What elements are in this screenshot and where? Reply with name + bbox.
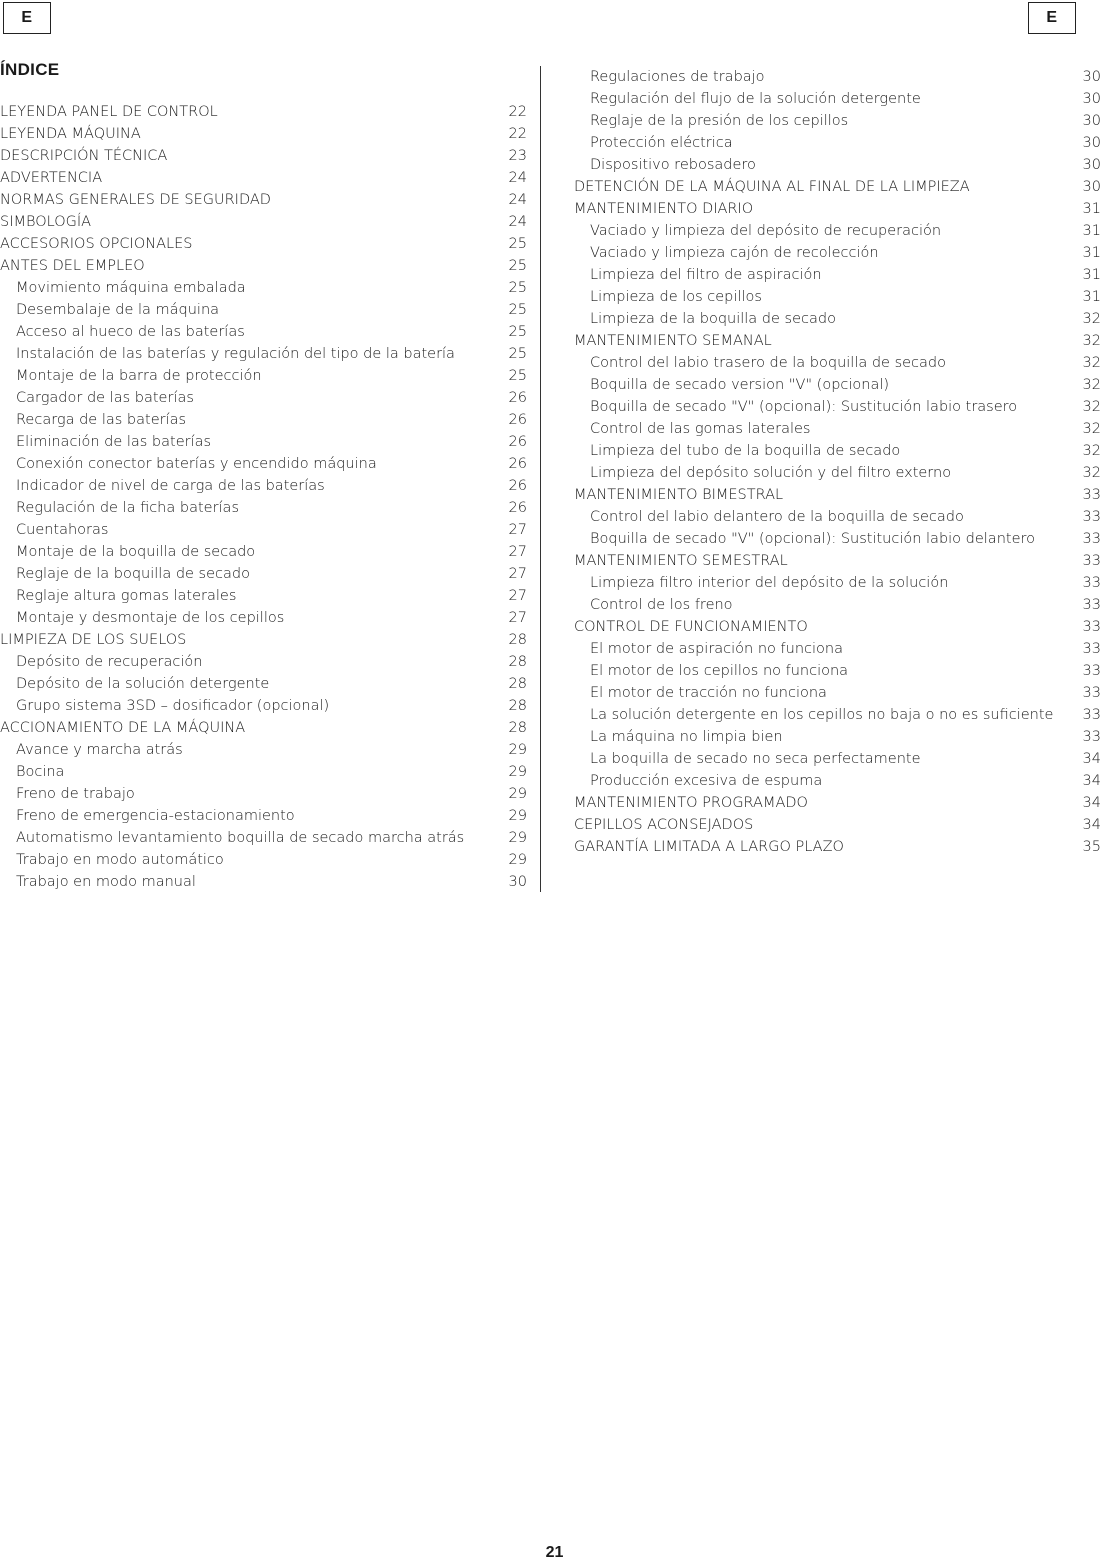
toc-entry-page: 30 [1082,179,1101,195]
toc-subsection-entry [574,660,1101,682]
toc-entry-page: 32 [1082,421,1101,437]
toc-entry-label: MANTENIMIENTO BIMESTRAL [574,487,784,503]
toc-section-entry [574,792,1101,814]
toc-entry-page: 28 [508,632,527,648]
toc-subsection-entry [574,440,1101,462]
toc-entry-page: 28 [508,720,527,736]
toc-entry-label: Desembalaje de la máquina [16,302,220,318]
toc-entry-page: 26 [508,478,527,494]
toc-entry-label: GARANTÍA LIMITADA A LARGO PLAZO [574,839,844,855]
toc-section-entry [0,101,527,123]
toc-section-entry [574,550,1101,572]
column-divider [540,66,541,892]
toc-subsection-entry [0,695,527,717]
toc-entry-page: 34 [1082,773,1101,789]
toc-subsection-entry [0,519,527,541]
toc-subsection-entry [0,783,527,805]
toc-entry-page: 32 [1082,355,1101,371]
toc-subsection-entry [0,585,527,607]
toc-subsection-entry [574,638,1101,660]
toc-entry-label: Instalación de las baterías y regulación del tipo de la batería [16,346,455,362]
toc-subsection-entry [574,264,1101,286]
toc-entry-page: 28 [508,698,527,714]
toc-section-entry [0,717,527,739]
toc-entry-label: Montaje y desmontaje de los cepillos [16,610,285,626]
toc-entry-page: 32 [1082,465,1101,481]
toc-subsection-entry [0,541,527,563]
toc-entry-page: 33 [1082,685,1101,701]
toc-entry-label: DESCRIPCIÓN TÉCNICA [0,148,168,164]
toc-entry-page: 33 [1082,487,1101,503]
toc-subsection-entry [574,748,1101,770]
toc-entry-label: Boquilla de secado "V" (opcional): Sustitución labio delantero [590,531,1036,547]
toc-entry-label: Grupo sistema 3SD – dosificador (opcional) [16,698,330,714]
toc-entry-page: 26 [508,412,527,428]
toc-subsection-entry [0,827,527,849]
toc-subsection-entry [0,871,527,893]
toc-section-entry [574,484,1101,506]
toc-subsection-entry [0,387,527,409]
toc-entry-page: 30 [1082,69,1101,85]
toc-entry-page: 35 [1082,839,1101,855]
toc-entry-label: MANTENIMIENTO SEMESTRAL [574,553,788,569]
toc-entry-page: 33 [1082,641,1101,657]
toc-entry-page: 27 [508,566,527,582]
toc-subsection-entry [574,594,1101,616]
toc-entry-label: La boquilla de secado no seca perfectamente [590,751,921,767]
toc-entry-label: Reglaje de la boquilla de secado [16,566,250,582]
toc-column-left [0,101,527,893]
toc-entry-label: ADVERTENCIA [0,170,103,186]
page-number: 21 [545,1544,564,1561]
toc-entry-label: Protección eléctrica [590,135,733,151]
toc-subsection-entry [0,277,527,299]
toc-entry-label: El motor de aspiración no funciona [590,641,843,657]
toc-subsection-entry [574,682,1101,704]
toc-subsection-entry [0,673,527,695]
toc-subsection-entry [574,374,1101,396]
toc-entry-label: Freno de trabajo [16,786,135,802]
toc-section-entry [0,145,527,167]
toc-entry-page: 31 [1082,245,1101,261]
toc-subsection-entry [574,506,1101,528]
toc-subsection-entry [0,409,527,431]
toc-entry-label: El motor de los cepillos no funciona [590,663,849,679]
toc-entry-page: 33 [1082,509,1101,525]
toc-entry-label: Limpieza del depósito solución y del filtro externo [590,465,952,481]
toc-subsection-entry [574,396,1101,418]
toc-entry-page: 32 [1082,333,1101,349]
toc-entry-label: Movimiento máquina embalada [16,280,246,296]
toc-entry-label: Depósito de la solución detergente [16,676,270,692]
toc-entry-label: Limpieza del tubo de la boquilla de secado [590,443,901,459]
toc-section-entry [0,167,527,189]
toc-subsection-entry [574,242,1101,264]
toc-entry-label: Limpieza de los cepillos [590,289,762,305]
toc-entry-label: Regulación del flujo de la solución detergente [590,91,921,107]
toc-section-entry [0,189,527,211]
toc-subsection-entry [574,88,1101,110]
toc-entry-label: Conexión conector baterías y encendido máquina [16,456,377,472]
toc-entry-label: Control de los freno [590,597,733,613]
language-badge-right: E [1028,2,1076,34]
toc-subsection-entry [574,418,1101,440]
toc-entry-page: 22 [508,126,527,142]
toc-entry-page: 23 [508,148,527,164]
toc-entry-page: 25 [508,236,527,252]
toc-subsection-entry [574,286,1101,308]
toc-section-entry [574,198,1101,220]
toc-subsection-entry [0,805,527,827]
toc-entry-page: 33 [1082,531,1101,547]
toc-entry-page: 30 [1082,113,1101,129]
toc-subsection-entry [574,726,1101,748]
toc-entry-page: 27 [508,588,527,604]
toc-entry-page: 30 [508,874,527,890]
toc-column-right [574,66,1101,858]
toc-subsection-entry [574,154,1101,176]
toc-entry-label: Reglaje de la presión de los cepillos [590,113,849,129]
toc-entry-page: 26 [508,390,527,406]
toc-section-entry [0,123,527,145]
toc-subsection-entry [574,528,1101,550]
toc-entry-page: 28 [508,654,527,670]
toc-entry-page: 30 [1082,91,1101,107]
toc-subsection-entry [0,453,527,475]
toc-entry-page: 32 [1082,311,1101,327]
toc-entry-page: 33 [1082,575,1101,591]
toc-entry-label: Limpieza del filtro de aspiración [590,267,822,283]
toc-entry-page: 34 [1082,751,1101,767]
toc-entry-label: MANTENIMIENTO PROGRAMADO [574,795,808,811]
toc-entry-page: 26 [508,456,527,472]
toc-subsection-entry [0,343,527,365]
toc-subsection-entry [574,132,1101,154]
toc-entry-page: 32 [1082,443,1101,459]
toc-subsection-entry [0,321,527,343]
toc-subsection-entry [574,110,1101,132]
toc-entry-label: Boquilla de secado "V" (opcional): Sustitución labio trasero [590,399,1018,415]
toc-section-entry [574,814,1101,836]
toc-entry-page: 29 [508,830,527,846]
toc-subsection-entry [574,770,1101,792]
toc-entry-page: 33 [1082,553,1101,569]
toc-entry-label: Regulación de la ficha baterías [16,500,239,516]
toc-entry-label: Boquilla de secado version "V" (opcional) [590,377,890,393]
toc-entry-label: LIMPIEZA DE LOS SUELOS [0,632,187,648]
toc-entry-page: 33 [1082,597,1101,613]
toc-entry-page: 29 [508,808,527,824]
toc-entry-label: ACCESORIOS OPCIONALES [0,236,193,252]
toc-entry-label: Montaje de la boquilla de secado [16,544,256,560]
toc-entry-page: 34 [1082,817,1101,833]
toc-entry-label: Recarga de las baterías [16,412,187,428]
toc-entry-label: CEPILLOS ACONSEJADOS [574,817,754,833]
toc-subsection-entry [0,563,527,585]
toc-entry-label: Indicador de nivel de carga de las baterías [16,478,325,494]
toc-section-entry [574,836,1101,858]
toc-subsection-entry [574,66,1101,88]
toc-entry-page: 27 [508,522,527,538]
toc-subsection-entry [0,497,527,519]
toc-subsection-entry [574,308,1101,330]
toc-entry-label: Trabajo en modo automático [16,852,224,868]
toc-entry-label: MANTENIMIENTO DIARIO [574,201,754,217]
toc-entry-page: 33 [1082,663,1101,679]
toc-entry-page: 26 [508,500,527,516]
toc-entry-page: 22 [508,104,527,120]
toc-entry-label: DETENCIÓN DE LA MÁQUINA AL FINAL DE LA LIMPIEZA [574,179,970,195]
toc-subsection-entry [574,704,1101,726]
toc-subsection-entry [0,431,527,453]
toc-entry-label: Limpieza filtro interior del depósito de la solución [590,575,949,591]
toc-entry-label: Acceso al hueco de las baterías [16,324,245,340]
toc-entry-page: 25 [508,324,527,340]
toc-subsection-entry [0,651,527,673]
toc-entry-label: La máquina no limpia bien [590,729,783,745]
toc-entry-page: 33 [1082,619,1101,635]
toc-entry-page: 24 [508,214,527,230]
toc-subsection-entry [0,761,527,783]
toc-entry-label: ANTES DEL EMPLEO [0,258,145,274]
toc-entry-label: Cargador de las baterías [16,390,194,406]
toc-entry-label: El motor de tracción no funciona [590,685,827,701]
toc-entry-page: 31 [1082,223,1101,239]
toc-entry-page: 29 [508,742,527,758]
toc-entry-page: 24 [508,170,527,186]
toc-subsection-entry [574,220,1101,242]
toc-entry-page: 33 [1082,707,1101,723]
toc-entry-label: Dispositivo rebosadero [590,157,756,173]
toc-subsection-entry [574,352,1101,374]
toc-entry-label: LEYENDA PANEL DE CONTROL [0,104,218,120]
toc-entry-label: Control del labio delantero de la boquilla de secado [590,509,964,525]
toc-entry-label: Bocina [16,764,65,780]
toc-entry-page: 31 [1082,289,1101,305]
toc-entry-label: CONTROL DE FUNCIONAMIENTO [574,619,808,635]
toc-subsection-entry [0,607,527,629]
toc-entry-label: LEYENDA MÁQUINA [0,126,141,142]
toc-entry-page: 30 [1082,157,1101,173]
toc-entry-page: 27 [508,610,527,626]
toc-entry-label: Trabajo en modo manual [16,874,196,890]
toc-subsection-entry [0,299,527,321]
toc-section-entry [574,176,1101,198]
toc-entry-page: 28 [508,676,527,692]
toc-entry-page: 29 [508,764,527,780]
toc-entry-label: Control de las gomas laterales [590,421,811,437]
toc-entry-label: ACCIONAMIENTO DE LA MÁQUINA [0,720,246,736]
toc-entry-page: 34 [1082,795,1101,811]
toc-entry-label: Cuentahoras [16,522,109,538]
toc-entry-page: 31 [1082,201,1101,217]
toc-entry-page: 29 [508,852,527,868]
toc-entry-label: La solución detergente en los cepillos no baja o no es suficiente [590,707,1054,723]
toc-entry-label: Freno de emergencia-estacionamiento [16,808,295,824]
toc-entry-label: Montaje de la barra de protección [16,368,262,384]
toc-entry-label: MANTENIMIENTO SEMANAL [574,333,772,349]
toc-subsection-entry [0,475,527,497]
toc-entry-page: 25 [508,280,527,296]
toc-section-entry [0,629,527,651]
toc-entry-page: 33 [1082,729,1101,745]
toc-entry-page: 25 [508,368,527,384]
toc-entry-label: Depósito de recuperación [16,654,203,670]
toc-subsection-entry [0,365,527,387]
toc-entry-label: Producción excesiva de espuma [590,773,823,789]
toc-entry-page: 24 [508,192,527,208]
toc-entry-page: 27 [508,544,527,560]
toc-entry-label: Vaciado y limpieza del depósito de recuperación [590,223,942,239]
toc-section-entry [0,255,527,277]
toc-entry-page: 31 [1082,267,1101,283]
toc-entry-page: 32 [1082,377,1101,393]
toc-entry-label: Eliminación de las baterías [16,434,212,450]
toc-entry-label: Vaciado y limpieza cajón de recolección [590,245,879,261]
toc-entry-label: Reglaje altura gomas laterales [16,588,237,604]
toc-section-entry [574,616,1101,638]
toc-subsection-entry [0,849,527,871]
toc-entry-label: SIMBOLOGÍA [0,214,92,230]
toc-entry-page: 32 [1082,399,1101,415]
toc-entry-label: Limpieza de la boquilla de secado [590,311,836,327]
toc-section-entry [0,211,527,233]
toc-entry-page: 25 [508,258,527,274]
toc-entry-label: Control del labio trasero de la boquilla de secado [590,355,946,371]
toc-entry-page: 26 [508,434,527,450]
toc-subsection-entry [574,462,1101,484]
toc-section-entry [0,233,527,255]
toc-entry-page: 25 [508,302,527,318]
toc-entry-page: 30 [1082,135,1101,151]
language-badge-left: E [3,2,51,34]
toc-section-entry [574,330,1101,352]
toc-subsection-entry [0,739,527,761]
toc-subsection-entry [574,572,1101,594]
toc-entry-label: Regulaciones de trabajo [590,69,765,85]
toc-entry-label: NORMAS GENERALES DE SEGURIDAD [0,192,271,208]
toc-entry-label: Avance y marcha atrás [16,742,183,758]
toc-entry-page: 29 [508,786,527,802]
index-title: ÍNDICE [0,60,60,79]
toc-entry-page: 25 [508,346,527,362]
toc-entry-label: Automatismo levantamiento boquilla de secado marcha atrás [16,830,465,846]
